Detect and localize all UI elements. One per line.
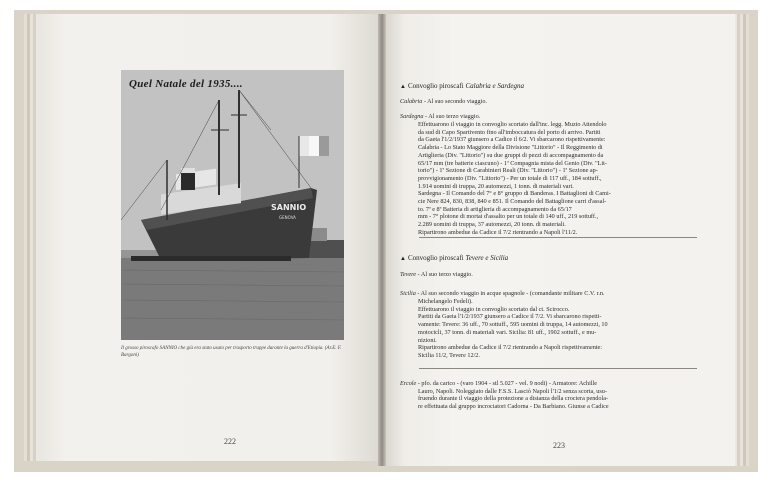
text-line: Effettuarono il viaggio in convoglio scortato dall'inc. legg. Muzio Attendolo xyxy=(418,121,607,128)
photo-caption: Il grosso piroscafo SANNIO che già era stato usato per trasporto truppe durante la guerra d'Etiopia. (Ar.E. F. Bargoni) xyxy=(121,346,342,358)
text-line: Effettuarono il viaggio in convoglio scortato dal ct. Scirocco. xyxy=(418,305,570,313)
text-line: Ripartirono ambedue da Cadice il 7/2 rientrando a Napoli l'11/2. xyxy=(418,228,578,236)
ship-photo xyxy=(121,70,344,340)
tevere-entry: Tevere - Al suo terzo viaggio. xyxy=(400,271,473,278)
calabria-entry: Calabria - Al suo secondo viaggio. xyxy=(400,98,487,105)
triangle-bullet-icon: ▲ xyxy=(400,256,406,262)
text-line: Sardegna - Il Comando del 7° e 8° gruppo di Banderas. I Battaglioni di Cami- xyxy=(418,190,611,198)
text-line: Ripartirono ambedue da Cadice il 7/2 rientrando a Napoli rispettivamente: xyxy=(418,344,603,352)
text-line: provvigionamento (Div. "Littorio") - Per un totale di 117 uff., 184 sottuff., xyxy=(418,174,602,182)
text-line: Calabria - Lo Stato Maggiore della Divisione "Littorio" - Il Reggimento di xyxy=(418,144,603,152)
text-line: motocicli, 37 tonn. di materiali vari. Sicilia: 81 uff., 1902 sottuff., e mu- xyxy=(418,328,597,336)
text-line: Lauro, Napoli. Noleggiato dalle F.S.S. Lasciò Napoli l'1/2 senza scorta, usu- xyxy=(418,387,607,395)
text-line: da Gaeta l'1/2/1937 giunsero a Cadice il 6/2. Vi sbarcarono rispettivamente: xyxy=(418,136,606,144)
photo-title: Quel Natale del 1935.... xyxy=(129,78,243,90)
ship-illustration xyxy=(121,70,344,340)
section1-body xyxy=(400,121,728,237)
text-line: nizioni. xyxy=(418,336,437,344)
text-line: re effettuata dal gruppo incrociatori Cadorna - Da Barbiano. Giunse a Cadice xyxy=(418,403,609,411)
sardegna-entry: Sardegna - Al suo terzo viaggio. xyxy=(400,113,481,120)
text-line: fruendo durante il viaggio della protezione a distanza della crociera pendola- xyxy=(418,395,609,403)
text-line: torio") - 1ª Sezione di Carabinieri Reali (Div. "Littorio") - 1ª Sezione ap- xyxy=(418,167,598,175)
section-heading-1: ▲ Convoglio piroscafi Calabria e Sardegna xyxy=(400,82,524,90)
left-page-number: 222 xyxy=(224,437,236,446)
section-heading-2: ▲ Convoglio piroscafi Tevere e Sicilia xyxy=(400,254,509,262)
text-line: vamente: Tevere: 36 uff., 70 sottuff., 595 uomini di truppa, 14 automezzi, 10 xyxy=(418,321,608,329)
text-line: Sicilia 11/2, Tevere 12/2. xyxy=(418,351,480,359)
text-line: da sud di Capo Spartivento fino all'imboccatura del porto di arrivo. Partiti xyxy=(418,128,601,136)
section-divider xyxy=(419,368,697,369)
sicilia-entry: Sicilia - Al suo secondo viaggio in acque spagnole - (comandante militare C.V. r.n. xyxy=(400,290,605,297)
right-page-number: 223 xyxy=(553,441,565,450)
text-line: Artiglieria (Div. "Littorio") su due gruppi di pezzi di accompagnamento da xyxy=(418,151,604,159)
text-line: cie Nere 824, 830, 838, 840 e 851. Il Comando del Battaglione carri d'assal- xyxy=(418,198,607,206)
text-line: Michelangelo Fedeli). xyxy=(418,298,473,305)
text-line: - pfo. da carico - (varo 1904 - stl 5.027 - vel. 9 nodi) - Armatore: Achille xyxy=(417,380,598,387)
text-line: 2.289 uomini di truppa, 37 automezzi, 20 tonn. di materiali. xyxy=(418,221,566,229)
text-line: to. 7ª e 8ª Batteria di artiglieria di accompagnamento da 65/17 xyxy=(418,205,572,213)
section2-body xyxy=(400,298,728,360)
ercole-entry: Ercole - pfo. da carico - (varo 1904 - stl 5.027 - vel. 9 nodi) - Armatore: Achille Lauro, Napoli. Noleggiato dalle F.S.S. Lasciò Napoli l'1/2 senza scorta, usu- fruendo durante il viaggio della protezione a distanza della crociera pendola- re effettuata dal gruppo incrociatori Cadorna - Da Barbiano. Giunse a Cadice xyxy=(400,380,720,411)
ship-port-label: GENOVA xyxy=(279,215,296,220)
text-line: 65/17 mm (tre batterie ciascuno) - 1ª Compagnia mista del Genio (Div. "Lit- xyxy=(418,159,607,167)
section-divider xyxy=(419,237,697,238)
ship-name-label: SANNIO xyxy=(271,203,307,212)
text-line: mm - 7° plotone di mortai d'assalto per un totale di 140 uff., 219 sottuff., xyxy=(418,213,599,221)
text-line: 1.914 uomini di truppa, 20 automezzi, 1 tonn. di materiali vari. xyxy=(418,182,574,190)
book-gutter xyxy=(378,14,386,466)
triangle-bullet-icon: ▲ xyxy=(400,84,406,90)
text-line: Partiti da Gaeta l'1/2/1937 giunsero a Cadice il 7/2. Vi sbarcarono rispetti- xyxy=(418,313,602,321)
